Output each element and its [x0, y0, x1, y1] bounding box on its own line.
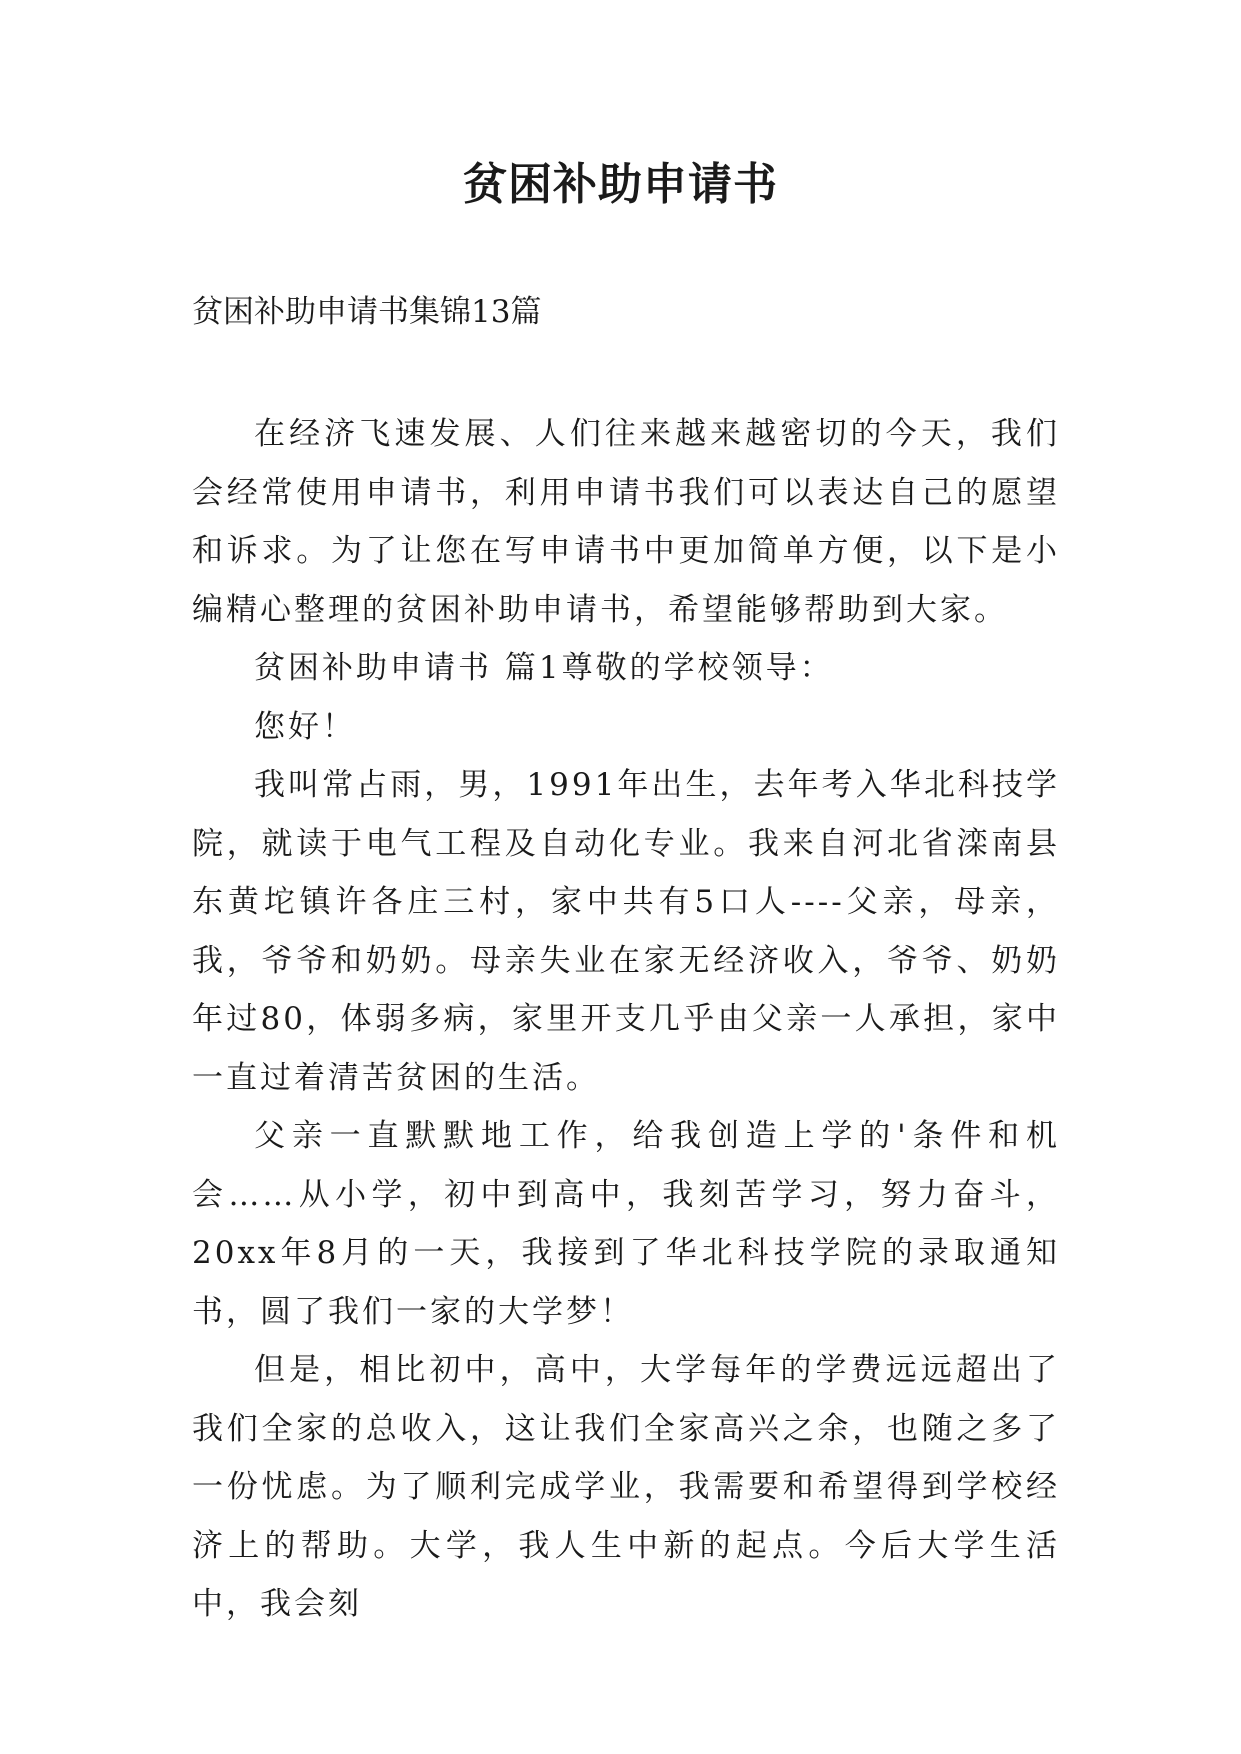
paragraph-intro: 在经济飞速发展、人们往来越来越密切的今天，我们会经常使用申请书，利用申请书我们可以表达自己的愿望和诉求。为了让您在写申请书中更加简单方便，以下是小编精心整理的贫困补助申请书，希望能够帮助到大家。 — [192, 416, 1060, 628]
paragraph-greeting: 您好！ — [254, 708, 356, 745]
paragraph-father: 父亲一直默默地工作，给我创造上学的'条件和机会……从小学，初中到高中，我刻苦学习，努力奋斗，20xx年8月的一天，我接到了华北科技学院的录取通知书，圆了我们一家的大学梦！ — [192, 1118, 1060, 1330]
paragraph-self-introduction: 我叫常占雨，男，1991年出生，去年考入华北科技学院，就读于电气工程及自动化专业。我来自河北省滦南县东黄坨镇许各庄三村，家中共有5口人----父亲，母亲，我，爷爷和奶奶。母亲失业在家无经济收入，爷爷、奶奶年过80，体弱多病，家里开支几乎由父亲一人承担，家中一直过着清苦贫困的生活。 — [192, 767, 1060, 1096]
document-title: 贫困补助申请书 — [463, 159, 778, 210]
document-body — [192, 405, 1060, 1634]
paragraph-request: 但是，相比初中，高中，大学每年的学费远远超出了我们全家的总收入，这让我们全家高兴之余，也随之多了一份忧虑。为了顺利完成学业，我需要和希望得到学校经济上的帮助。大学，我人生中新的起点。今后大学生活中，我会刻 — [192, 1352, 1060, 1622]
paragraph-salutation: 贫困补助申请书 篇1尊敬的学校领导： — [254, 650, 834, 686]
document-subtitle: 贫困补助申请书集锦13篇 — [192, 294, 542, 330]
